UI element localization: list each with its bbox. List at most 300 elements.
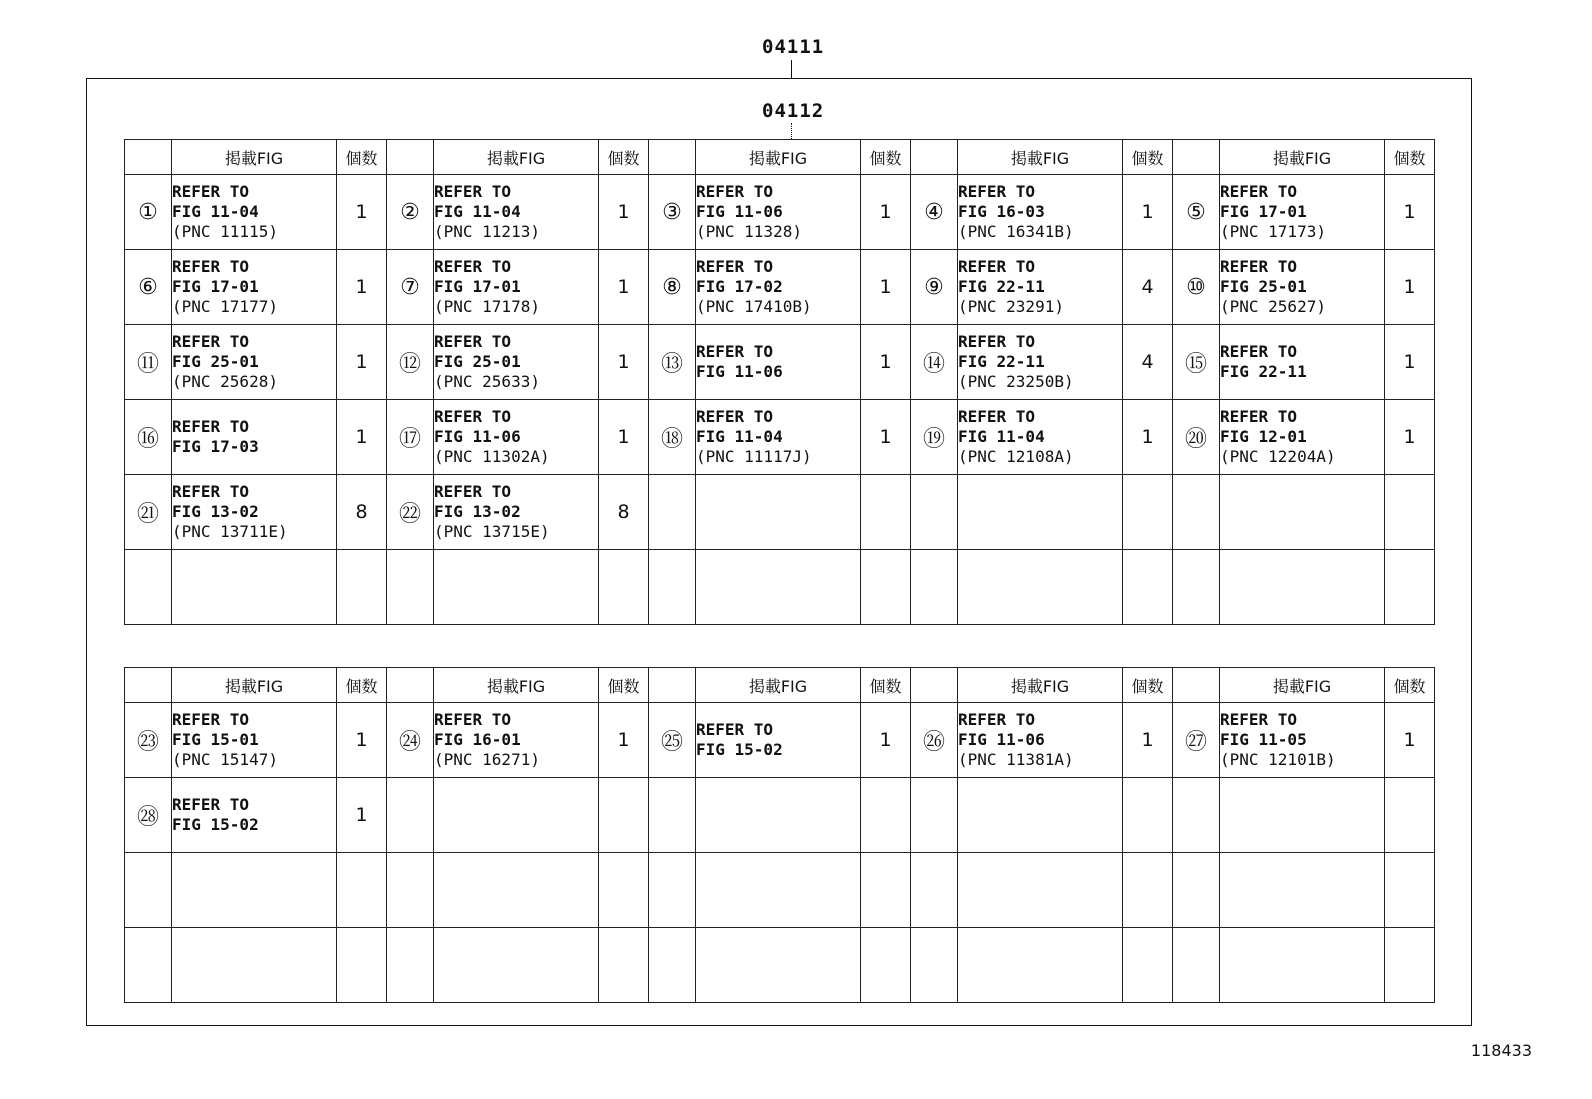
fig-number: FIG 13-02: [434, 502, 521, 521]
fig-reference-cell: [172, 175, 337, 250]
pnc-number: (PNC 12101B): [1220, 750, 1336, 769]
fig-number: FIG 11-06: [696, 202, 783, 221]
parts-reference-table-2: [124, 667, 1435, 1003]
quantity-cell: 1: [337, 175, 387, 250]
quantity-cell: 8: [337, 475, 387, 550]
fig-number: FIG 15-02: [696, 740, 783, 759]
fig-reference-cell: [172, 928, 337, 1003]
fig-reference-cell: [172, 325, 337, 400]
table-row: [125, 400, 1435, 475]
item-number: ⑰: [398, 426, 421, 452]
pnc-number: (PNC 15147): [172, 750, 278, 769]
item-number: ⑩: [1186, 274, 1206, 300]
fig-reference-cell: [958, 778, 1123, 853]
item-number: ⑮: [1184, 351, 1207, 377]
item-number: ⑭: [922, 351, 945, 377]
quantity-cell: 1: [861, 325, 911, 400]
refer-to-text: REFER TO: [172, 417, 250, 436]
pnc-number: (PNC 25633): [434, 372, 540, 391]
fig-reference-cell: [958, 325, 1123, 400]
item-number-cell: [125, 325, 172, 400]
quantity-cell: [861, 778, 911, 853]
fig-reference-cell: [172, 778, 337, 853]
header-blank: [649, 140, 696, 175]
refer-to-text: REFER TO: [434, 332, 512, 351]
header-blank: [387, 668, 434, 703]
header-fig: 掲載FIG: [958, 140, 1123, 175]
item-number: ⑳: [1184, 426, 1207, 452]
item-number-cell: [911, 928, 958, 1003]
quantity-cell: [337, 550, 387, 625]
fig-number: FIG 11-06: [696, 362, 783, 381]
quantity-cell: [599, 853, 649, 928]
fig-number: FIG 22-11: [958, 277, 1045, 296]
refer-to-text: REFER TO: [172, 710, 250, 729]
item-number: ④: [924, 199, 944, 225]
quantity-cell: [861, 550, 911, 625]
item-number-cell: [125, 928, 172, 1003]
fig-number: FIG 22-11: [958, 352, 1045, 371]
fig-reference-cell: [434, 778, 599, 853]
item-number-cell: [911, 853, 958, 928]
quantity-cell: [1385, 853, 1435, 928]
table-row: [125, 250, 1435, 325]
pnc-number: (PNC 23291): [958, 297, 1064, 316]
quantity-cell: [337, 853, 387, 928]
fig-reference-cell: [958, 853, 1123, 928]
quantity-cell: [337, 928, 387, 1003]
item-number-cell: [125, 400, 172, 475]
item-number: ①: [138, 199, 158, 225]
fig-number: FIG 12-01: [1220, 427, 1307, 446]
item-number-cell: [649, 928, 696, 1003]
fig-reference-cell: [434, 928, 599, 1003]
item-number: ⑱: [660, 426, 683, 452]
item-number-cell: [1173, 703, 1220, 778]
table-row: [125, 928, 1435, 1003]
header-qty: 個数: [861, 140, 911, 175]
fig-number: FIG 11-04: [958, 427, 1045, 446]
assembly-number-inner: 04112: [762, 100, 825, 122]
fig-number: FIG 11-04: [696, 427, 783, 446]
pnc-number: (PNC 11302A): [434, 447, 550, 466]
quantity-cell: 1: [1385, 175, 1435, 250]
header-blank: [911, 140, 958, 175]
header-qty: 個数: [337, 140, 387, 175]
item-number-cell: [649, 475, 696, 550]
quantity-cell: [1123, 550, 1173, 625]
header-blank: [125, 668, 172, 703]
quantity-cell: 1: [337, 250, 387, 325]
quantity-cell: 1: [599, 325, 649, 400]
fig-reference-cell: [172, 550, 337, 625]
item-number-cell: [387, 400, 434, 475]
header-blank: [649, 668, 696, 703]
fig-reference-cell: [434, 703, 599, 778]
fig-number: FIG 25-01: [172, 352, 259, 371]
item-number: ③: [662, 199, 682, 225]
pnc-number: (PNC 16271): [434, 750, 540, 769]
item-number-cell: [911, 703, 958, 778]
header-blank: [911, 668, 958, 703]
quantity-cell: 1: [599, 400, 649, 475]
refer-to-text: REFER TO: [1220, 407, 1298, 426]
refer-to-text: REFER TO: [696, 257, 774, 276]
fig-reference-cell: [696, 778, 861, 853]
fig-reference-cell: [1220, 250, 1385, 325]
fig-reference-cell: [1220, 175, 1385, 250]
table-row: [125, 703, 1435, 778]
table-header-row: [125, 140, 1435, 175]
item-number-cell: [387, 175, 434, 250]
refer-to-text: REFER TO: [958, 407, 1036, 426]
fig-reference-cell: [1220, 550, 1385, 625]
quantity-cell: 1: [861, 703, 911, 778]
fig-reference-cell: [696, 550, 861, 625]
quantity-cell: 1: [1385, 703, 1435, 778]
table-row: [125, 325, 1435, 400]
fig-number: FIG 17-01: [434, 277, 521, 296]
fig-reference-cell: [1220, 778, 1385, 853]
refer-to-text: REFER TO: [1220, 182, 1298, 201]
item-number-cell: [125, 175, 172, 250]
refer-to-text: REFER TO: [1220, 342, 1298, 361]
refer-to-text: REFER TO: [172, 332, 250, 351]
item-number-cell: [911, 325, 958, 400]
item-number: ㉕: [660, 729, 683, 755]
fig-reference-cell: [696, 928, 861, 1003]
item-number-cell: [649, 325, 696, 400]
quantity-cell: 1: [599, 250, 649, 325]
item-number-cell: [649, 175, 696, 250]
quantity-cell: [599, 550, 649, 625]
fig-reference-cell: [696, 325, 861, 400]
fig-number: FIG 17-01: [172, 277, 259, 296]
quantity-cell: 1: [1385, 250, 1435, 325]
item-number-cell: [125, 853, 172, 928]
refer-to-text: REFER TO: [958, 182, 1036, 201]
item-number-cell: [125, 475, 172, 550]
fig-number: FIG 25-01: [434, 352, 521, 371]
document-number: 118433: [1470, 1041, 1532, 1060]
item-number: ㉓: [136, 729, 159, 755]
refer-to-text: REFER TO: [172, 182, 250, 201]
item-number: ⑦: [400, 274, 420, 300]
item-number-cell: [1173, 250, 1220, 325]
pnc-number: (PNC 23250B): [958, 372, 1074, 391]
item-number-cell: [911, 175, 958, 250]
fig-reference-cell: [958, 703, 1123, 778]
item-number: ㉑: [136, 501, 159, 527]
item-number: ㉔: [398, 729, 421, 755]
table-row: [125, 475, 1435, 550]
fig-number: FIG 11-04: [434, 202, 521, 221]
refer-to-text: REFER TO: [696, 407, 774, 426]
item-number-cell: [387, 703, 434, 778]
fig-reference-cell: [1220, 853, 1385, 928]
header-qty: 個数: [599, 140, 649, 175]
item-number-cell: [649, 778, 696, 853]
item-number-cell: [1173, 475, 1220, 550]
refer-to-text: REFER TO: [696, 342, 774, 361]
leader-line-inner: [791, 123, 792, 139]
item-number-cell: [1173, 550, 1220, 625]
header-blank: [1173, 668, 1220, 703]
refer-to-text: REFER TO: [958, 710, 1036, 729]
pnc-number: (PNC 17177): [172, 297, 278, 316]
fig-reference-cell: [172, 250, 337, 325]
item-number: ⑥: [138, 274, 158, 300]
quantity-cell: [861, 853, 911, 928]
item-number: ㉗: [1184, 729, 1207, 755]
header-fig: 掲載FIG: [696, 668, 861, 703]
quantity-cell: 1: [337, 703, 387, 778]
item-number: ⑲: [922, 426, 945, 452]
header-fig: 掲載FIG: [434, 140, 599, 175]
header-qty: 個数: [1123, 140, 1173, 175]
pnc-number: (PNC 11328): [696, 222, 802, 241]
header-qty: 個数: [599, 668, 649, 703]
header-qty: 個数: [1385, 140, 1435, 175]
header-fig: 掲載FIG: [958, 668, 1123, 703]
quantity-cell: [1385, 778, 1435, 853]
header-blank: [387, 140, 434, 175]
fig-reference-cell: [696, 250, 861, 325]
refer-to-text: REFER TO: [1220, 710, 1298, 729]
refer-to-text: REFER TO: [434, 482, 512, 501]
item-number-cell: [1173, 175, 1220, 250]
item-number-cell: [649, 703, 696, 778]
pnc-number: (PNC 11115): [172, 222, 278, 241]
item-number: ⑨: [924, 274, 944, 300]
fig-number: FIG 15-01: [172, 730, 259, 749]
quantity-cell: 1: [1385, 400, 1435, 475]
item-number-cell: [125, 778, 172, 853]
fig-number: FIG 11-06: [958, 730, 1045, 749]
refer-to-text: REFER TO: [958, 332, 1036, 351]
fig-reference-cell: [696, 175, 861, 250]
item-number: ㉒: [398, 501, 421, 527]
fig-number: FIG 16-03: [958, 202, 1045, 221]
header-fig: 掲載FIG: [434, 668, 599, 703]
fig-reference-cell: [958, 175, 1123, 250]
item-number-cell: [911, 550, 958, 625]
pnc-number: (PNC 12204A): [1220, 447, 1336, 466]
quantity-cell: 1: [599, 703, 649, 778]
quantity-cell: [861, 475, 911, 550]
item-number-cell: [1173, 928, 1220, 1003]
header-blank: [125, 140, 172, 175]
quantity-cell: [599, 778, 649, 853]
fig-number: FIG 17-03: [172, 437, 259, 456]
table-header-row: [125, 668, 1435, 703]
refer-to-text: REFER TO: [696, 720, 774, 739]
fig-number: FIG 15-02: [172, 815, 259, 834]
pnc-number: (PNC 25628): [172, 372, 278, 391]
refer-to-text: REFER TO: [172, 482, 250, 501]
refer-to-text: REFER TO: [434, 182, 512, 201]
header-fig: 掲載FIG: [1220, 668, 1385, 703]
table-row: [125, 175, 1435, 250]
refer-to-text: REFER TO: [696, 182, 774, 201]
quantity-cell: 1: [599, 175, 649, 250]
fig-reference-cell: [172, 475, 337, 550]
item-number: ②: [400, 199, 420, 225]
fig-reference-cell: [1220, 928, 1385, 1003]
quantity-cell: [1123, 778, 1173, 853]
quantity-cell: [1123, 853, 1173, 928]
item-number-cell: [387, 928, 434, 1003]
fig-number: FIG 25-01: [1220, 277, 1307, 296]
fig-number: FIG 13-02: [172, 502, 259, 521]
quantity-cell: [1385, 475, 1435, 550]
header-qty: 個数: [1123, 668, 1173, 703]
fig-reference-cell: [434, 250, 599, 325]
pnc-number: (PNC 17410B): [696, 297, 812, 316]
assembly-number-outer: 04111: [762, 36, 825, 58]
refer-to-text: REFER TO: [434, 710, 512, 729]
quantity-cell: [861, 928, 911, 1003]
quantity-cell: 4: [1123, 250, 1173, 325]
quantity-cell: 1: [1123, 175, 1173, 250]
pnc-number: (PNC 25627): [1220, 297, 1326, 316]
item-number: ⑪: [136, 351, 159, 377]
fig-reference-cell: [434, 400, 599, 475]
item-number-cell: [649, 550, 696, 625]
fig-reference-cell: [696, 703, 861, 778]
item-number-cell: [1173, 400, 1220, 475]
quantity-cell: [1123, 928, 1173, 1003]
leader-line-outer: [791, 60, 792, 78]
item-number: ⑬: [660, 351, 683, 377]
fig-reference-cell: [696, 400, 861, 475]
header-qty: 個数: [1385, 668, 1435, 703]
table-row: [125, 778, 1435, 853]
fig-reference-cell: [434, 475, 599, 550]
fig-reference-cell: [434, 853, 599, 928]
header-fig: 掲載FIG: [172, 140, 337, 175]
item-number-cell: [911, 250, 958, 325]
item-number-cell: [387, 325, 434, 400]
fig-number: FIG 11-04: [172, 202, 259, 221]
pnc-number: (PNC 17173): [1220, 222, 1326, 241]
item-number: ⑯: [136, 426, 159, 452]
header-fig: 掲載FIG: [696, 140, 861, 175]
header-qty: 個数: [337, 668, 387, 703]
item-number-cell: [125, 703, 172, 778]
fig-reference-cell: [434, 550, 599, 625]
pnc-number: (PNC 13715E): [434, 522, 550, 541]
item-number-cell: [649, 400, 696, 475]
fig-reference-cell: [958, 475, 1123, 550]
quantity-cell: 1: [1385, 325, 1435, 400]
quantity-cell: 1: [1123, 400, 1173, 475]
fig-number: FIG 11-05: [1220, 730, 1307, 749]
fig-number: FIG 22-11: [1220, 362, 1307, 381]
quantity-cell: 1: [1123, 703, 1173, 778]
item-number-cell: [911, 475, 958, 550]
pnc-number: (PNC 11213): [434, 222, 540, 241]
quantity-cell: 1: [861, 400, 911, 475]
fig-reference-cell: [434, 325, 599, 400]
fig-number: FIG 16-01: [434, 730, 521, 749]
header-fig: 掲載FIG: [1220, 140, 1385, 175]
quantity-cell: 8: [599, 475, 649, 550]
pnc-number: (PNC 17178): [434, 297, 540, 316]
fig-reference-cell: [172, 853, 337, 928]
fig-reference-cell: [1220, 325, 1385, 400]
item-number-cell: [911, 400, 958, 475]
fig-reference-cell: [1220, 475, 1385, 550]
item-number-cell: [387, 250, 434, 325]
table-row: [125, 853, 1435, 928]
pnc-number: (PNC 11117J): [696, 447, 812, 466]
item-number-cell: [649, 250, 696, 325]
quantity-cell: 4: [1123, 325, 1173, 400]
fig-reference-cell: [434, 175, 599, 250]
refer-to-text: REFER TO: [434, 407, 512, 426]
quantity-cell: 1: [337, 400, 387, 475]
item-number: ⑧: [662, 274, 682, 300]
pnc-number: (PNC 11381A): [958, 750, 1074, 769]
fig-reference-cell: [958, 250, 1123, 325]
header-blank: [1173, 140, 1220, 175]
header-qty: 個数: [861, 668, 911, 703]
quantity-cell: [1385, 928, 1435, 1003]
fig-reference-cell: [1220, 703, 1385, 778]
item-number-cell: [387, 550, 434, 625]
refer-to-text: REFER TO: [172, 257, 250, 276]
refer-to-text: REFER TO: [434, 257, 512, 276]
table-row: [125, 550, 1435, 625]
quantity-cell: [1385, 550, 1435, 625]
item-number-cell: [387, 475, 434, 550]
fig-number: FIG 11-06: [434, 427, 521, 446]
quantity-cell: 1: [861, 175, 911, 250]
fig-reference-cell: [696, 475, 861, 550]
refer-to-text: REFER TO: [958, 257, 1036, 276]
header-fig: 掲載FIG: [172, 668, 337, 703]
item-number-cell: [649, 853, 696, 928]
fig-reference-cell: [958, 928, 1123, 1003]
pnc-number: (PNC 12108A): [958, 447, 1074, 466]
item-number: ⑤: [1186, 199, 1206, 225]
quantity-cell: 1: [861, 250, 911, 325]
quantity-cell: 1: [337, 325, 387, 400]
item-number: ㉘: [136, 804, 159, 830]
item-number-cell: [911, 778, 958, 853]
fig-reference-cell: [172, 703, 337, 778]
quantity-cell: 1: [337, 778, 387, 853]
pnc-number: (PNC 13711E): [172, 522, 288, 541]
fig-number: FIG 17-02: [696, 277, 783, 296]
item-number-cell: [125, 250, 172, 325]
fig-reference-cell: [958, 550, 1123, 625]
fig-reference-cell: [172, 400, 337, 475]
parts-reference-table-1: [124, 139, 1435, 625]
item-number-cell: [1173, 778, 1220, 853]
refer-to-text: REFER TO: [1220, 257, 1298, 276]
fig-reference-cell: [696, 853, 861, 928]
item-number-cell: [1173, 853, 1220, 928]
fig-reference-cell: [958, 400, 1123, 475]
item-number-cell: [387, 778, 434, 853]
quantity-cell: [1123, 475, 1173, 550]
item-number: ⑫: [398, 351, 421, 377]
item-number-cell: [1173, 325, 1220, 400]
item-number-cell: [125, 550, 172, 625]
fig-reference-cell: [1220, 400, 1385, 475]
